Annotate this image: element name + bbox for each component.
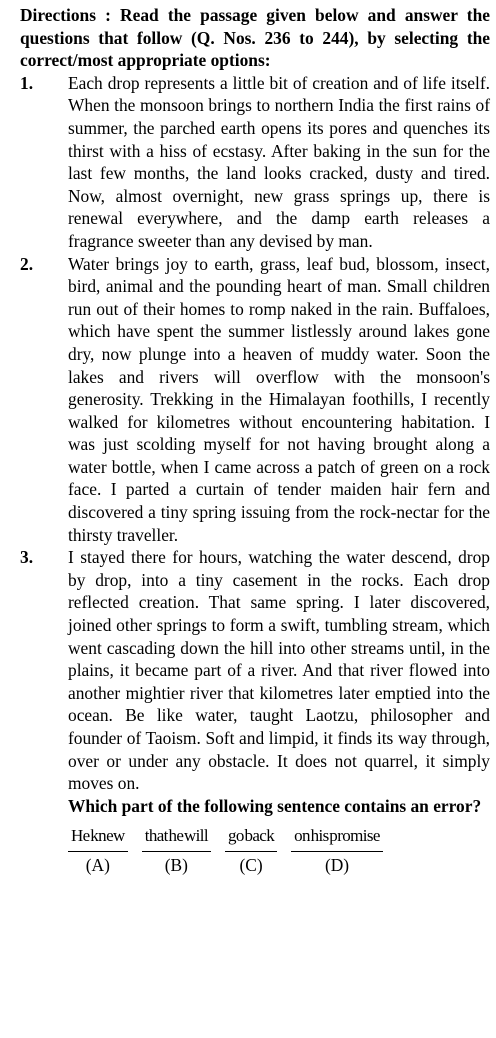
option-a[interactable] [68, 825, 128, 876]
option-label: (D) [324, 854, 350, 875]
paragraph-number: 2. [20, 253, 34, 274]
directions-text: Directions : Read the passage given below and answer the questions that follow (Q. Nos. 236 to 244), by selecting the correct/most appropriate options: [20, 5, 490, 71]
option-d[interactable] [291, 825, 383, 876]
option-text: go back [225, 825, 277, 852]
paragraph-text: I stayed there for hours, watching the water descend, drop by drop, into a tiny casement in the rocks. Each drop reflected creation. That same spring. I later discovered, joined other springs to form a swift, tumbling stream, which went cascading down the hill into other streams until, in the plains, it became part of a river. And that river flowed into another mightier river that kilometres later emptied into the ocean. Be like water, taught Laotzu, philosopher and founder of Taoism. Soft and limpid, it finds its way through, over or under any obstacle. It does not quarrel, it simply moves on. [68, 547, 490, 794]
option-label: (B) [164, 854, 188, 875]
paragraph-3 [20, 546, 490, 795]
option-label: (C) [239, 854, 263, 875]
option-text: on his promise [291, 825, 383, 852]
paragraph-text: Water brings joy to earth, grass, leaf bud, blossom, insect, bird, animal and the pounding heart of man. Small children run out of their homes to romp naked in the rain. Buffaloes, which have spent the summer listlessly around lakes gone dry, now plunge into a heaven of muddy water. Soon the lakes and rivers will overflow with the monsoon's generosity. Trekking in the Himalayan foothills, I recently walked for kilometres without encountering habitation. I was just scolding myself for not having brought along a water bottle, when I came across a patch of green on a rock face. I parted a curtain of tender maiden hair fern and discovered a tiny spring issuing from the rock-nectar for the thirsty traveller. [68, 253, 490, 545]
paragraph-number: 1. [20, 72, 34, 93]
answer-options [68, 825, 490, 876]
option-b[interactable] [142, 825, 211, 876]
paragraph-1 [20, 72, 490, 253]
option-label: (A) [85, 854, 110, 875]
option-text: that he will [142, 825, 211, 852]
question-text: Which part of the following sentence contains an error? [68, 795, 482, 816]
paragraph-2 [20, 253, 490, 547]
paragraph-text: Each drop represents a little bit of creation and of life itself. When the monsoon brings to northern India the first rains of summer, the parched earth opens its pores and quenches its thirst with a hiss of ecstasy. After baking in the sun for the last few months, the land looks cracked, dusty and tired. Now, almost overnight, new grass springs up, there is renewal everywhere, and the damp earth releases a fragrance sweeter than any devised by man. [68, 72, 490, 251]
paragraph-number: 3. [20, 547, 34, 568]
option-text: He knew [68, 825, 128, 852]
option-c[interactable] [225, 825, 277, 876]
